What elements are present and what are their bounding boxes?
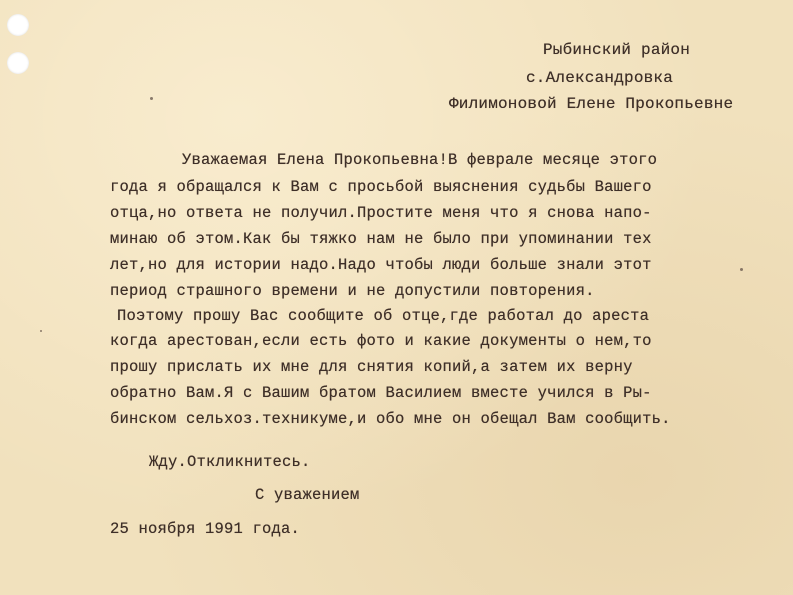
body-line: Уважаемая Елена Прокопьевна!В феврале месяце этого [182,151,658,169]
paper-speck [150,97,153,100]
address-district: Рыбинский район [543,41,691,59]
paper-speck [40,330,42,332]
body-line: года я обращался к Вам с просьбой выяснения судьбы Вашего [110,178,652,196]
punch-hole [7,14,29,36]
body-line: прошу прислать их мне для снятия копий,а затем их верну [110,358,633,376]
paper-speck [740,268,743,271]
body-line: когда арестован,если есть фото и какие документы о нем,то [110,332,652,350]
body-line: отца,но ответа не получил.Простите меня что я снова напо- [110,204,652,222]
letter-date: 25 ноября 1991 года. [110,520,301,538]
address-recipient: Филимоновой Елене Прокопьевне [449,95,734,113]
body-line: период страшного времени и не допустили повторения. [110,282,595,300]
closing-regards: С уважением [255,486,360,504]
body-line: минаю об этом.Как бы тяжко нам не было при упоминании тех [110,230,652,248]
closing-request: Жду.Откликнитесь. [149,453,311,471]
body-line: бинском сельхоз.техникуме,и обо мне он обещал Вам сообщить. [110,410,671,428]
body-line: Поэтому прошу Вас сообщите об отце,где работал до ареста [117,307,650,325]
body-line: лет,но для истории надо.Надо чтобы люди больше знали этот [110,256,652,274]
address-village: с.Александровка [526,69,674,87]
body-line: обратно Вам.Я с Вашим братом Василием вместе учился в Ры- [110,384,652,402]
punch-hole [7,52,29,74]
